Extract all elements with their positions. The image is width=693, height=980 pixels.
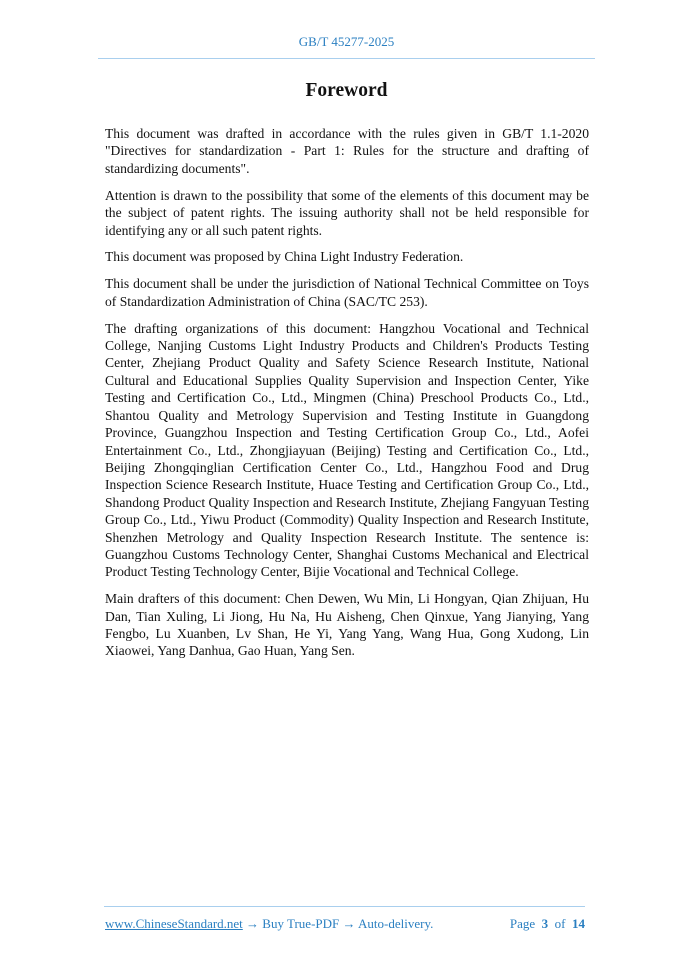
page-title: Foreword <box>305 80 388 101</box>
paragraph-main-drafters: Main drafters of this document: Chen Dewen, Wu Min, Li Hongyan, Qian Zhijuan, Hu Dan, Tian Xuling, Li Jiong, Hu Na, Hu Aisheng, Chen Qinxue, Yang Jianying, Yang Fengbo, Lu Xuanben, Lv Shan, He Yi, Yang Yang, Wang Hua, Gong Xudong, Lin Xiaowei, Yang Danhua, Gao Huan, Yang Sen. <box>105 591 589 659</box>
of-label: of <box>554 916 566 931</box>
header-divider <box>98 58 595 59</box>
arrow-right-icon: → <box>246 916 260 931</box>
paragraph-jurisdiction: This document shall be under the jurisdiction of National Technical Committee on Toys of Standardization Administration of China (SAC/TC 253). <box>105 276 589 309</box>
document-body <box>105 125 589 669</box>
page-number <box>510 916 585 932</box>
delivery-text: Auto-delivery. <box>358 916 434 931</box>
paragraph-drafting-rules: This document was drafted in accordance with the rules given in GB/T 1.1-2020 "Directives for standardization - Part 1: Rules for the structure and drafting of standardizing documents". <box>105 126 589 176</box>
total-pages: 14 <box>572 916 585 931</box>
current-page: 3 <box>541 916 549 931</box>
website-link[interactable]: www.ChineseStandard.net <box>105 916 243 931</box>
arrow-right-icon: → <box>342 916 356 931</box>
footer-divider <box>104 906 585 907</box>
paragraph-drafting-organizations: The drafting organizations of this document: Hangzhou Vocational and Technical College, Nanjing Customs Light Industry Products and Children's Products Testing Center, Zhejiang Product Quality and Safety Science Research Institute, National Cultural and Educational Supplies Quality Supervision and Inspection Center, Yike Testing and Certification Co., Ltd., Mingmen (China) Preschool Products Co., Ltd., Shantou Quality and Metrology Supervision and Testing Institute in Guangdong Province, Guangzhou Inspection and Testing Certification Group Co., Ltd., Aofei Entertainment Co., Ltd., Zhongjiayuan (Beijing) Testing and Certification Co., Ltd., Beijing Zhongqinglian Certification Center Co., Ltd., Hangzhou Food and Drug Inspection Science Research Institute, Huace Testing and Certification Group Co., Ltd., Shandong Product Quality Inspection and Research Institute, Zhejiang Fangyuan Testing Group Co., Ltd., Yiwu Product (Commodity) Quality Inspection and Research Institute, Shenzhen Metrology and Quality Inspection Research Institute. The sentence is: Guangzhou Customs Technology Center, Shanghai Customs Mechanical and Electrical Product Testing Technology Center, Bijie Vocational and Technical College. <box>105 320 589 580</box>
paragraph-patent-notice: Attention is drawn to the possibility that some of the elements of this document may be the subject of patent rights. The issuing authority shall not be held responsible for identifying any or all such patent rights. <box>105 187 589 238</box>
buy-text: Buy True-PDF <box>262 916 340 931</box>
footer <box>105 916 585 932</box>
page-label: Page <box>509 916 536 931</box>
document-id-header: GB/T 45277-2025 <box>298 34 395 49</box>
paragraph-proposer: This document was proposed by China Light Industry Federation. <box>105 249 464 265</box>
footer-promo <box>105 916 433 932</box>
